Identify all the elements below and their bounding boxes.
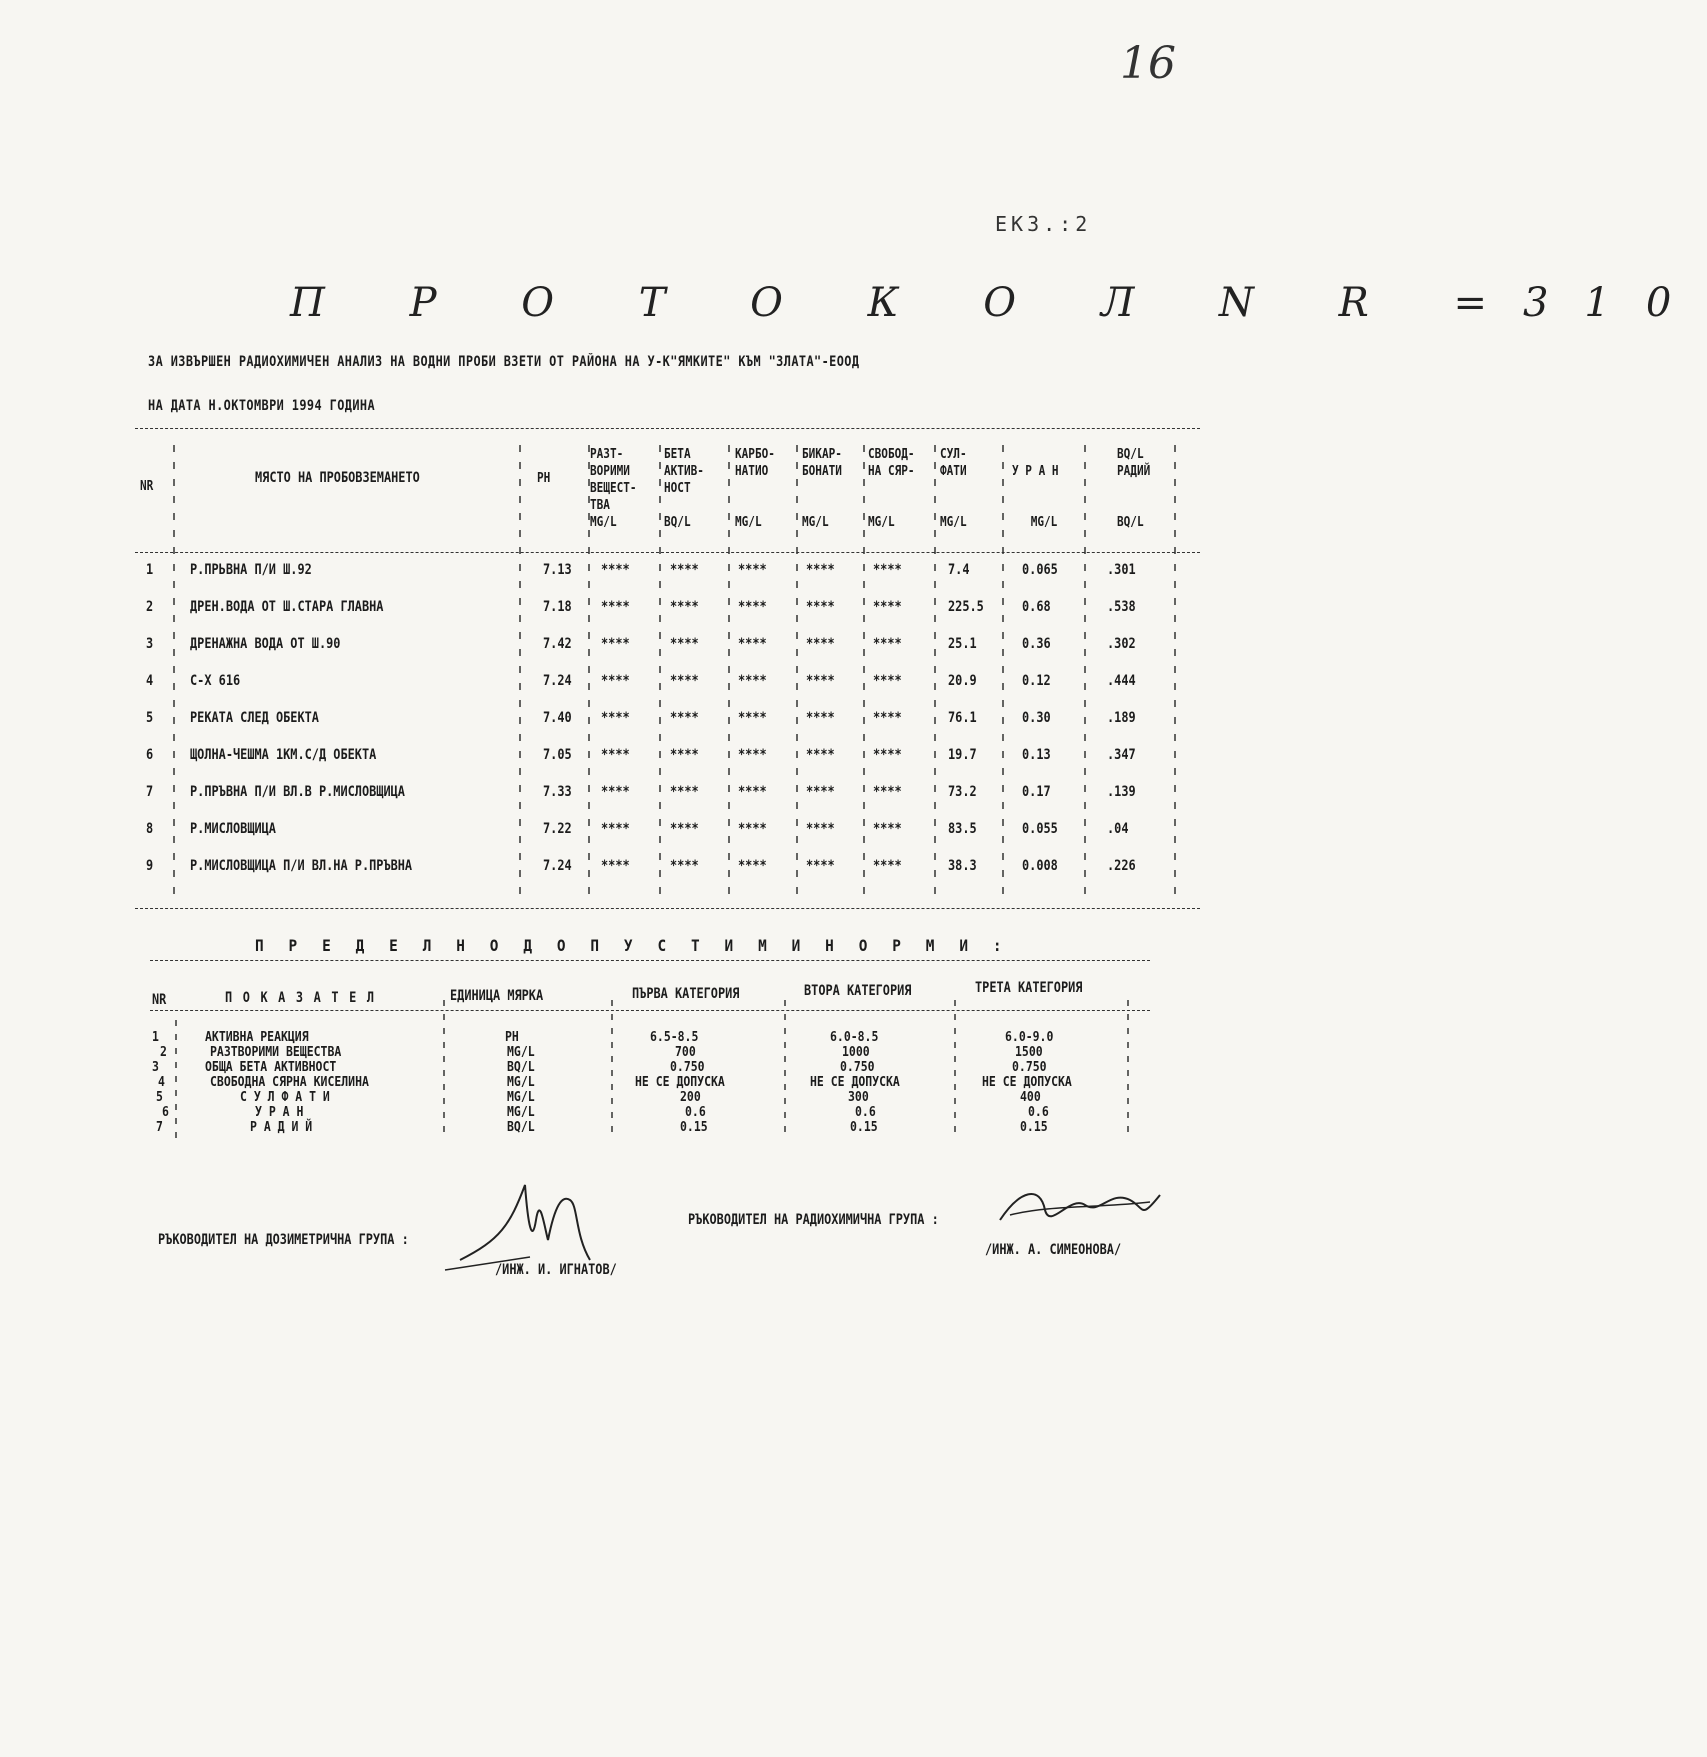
- protocol-title: П Р О Т О К О Л N R =310: [290, 280, 1707, 326]
- cell-bicarbonates: ****: [806, 784, 835, 800]
- norms-cell-cat1: 700: [675, 1044, 696, 1060]
- cell-ph: 7.18: [543, 599, 572, 615]
- cell-dissolved: ****: [601, 673, 630, 689]
- left-signature-scribble: [440, 1165, 640, 1275]
- cell-carbonates: ****: [738, 710, 767, 726]
- cell-beta: ****: [670, 747, 699, 763]
- norms-cell-unit: BQ/L: [507, 1119, 535, 1135]
- norms-cell-cat3: 1500: [1015, 1044, 1043, 1060]
- header-ph: PH: [537, 471, 551, 486]
- header-beta: БЕТА АКТИВ- НОСТ BQ/L: [664, 447, 704, 530]
- norms-cell-indicator: У Р А Н: [255, 1104, 304, 1120]
- copy-number: ЕКЗ.:2: [995, 212, 1092, 236]
- cell-uranium: 0.008: [1022, 858, 1058, 874]
- norms-cell-unit: MG/L: [507, 1044, 535, 1060]
- left-signatory-label: РЪКОВОДИТЕЛ НА ДОЗИМЕТРИЧНА ГРУПА :: [158, 1232, 409, 1248]
- cell-beta: ****: [670, 858, 699, 874]
- norms-header-cat3: ТРЕТА КАТЕГОРИЯ: [975, 980, 1083, 996]
- cell-radium: .538: [1107, 599, 1136, 615]
- cell-place: ЩОЛНА-ЧЕШМА 1КМ.С/Д ОБЕКТА: [190, 747, 377, 763]
- cell-ph: 7.05: [543, 747, 572, 763]
- cell-free-acid: ****: [873, 562, 902, 578]
- norms-cell-indicator: АКТИВНА РЕАКЦИЯ: [205, 1029, 309, 1045]
- cell-nr: 1: [146, 562, 154, 578]
- norms-cell-unit: BQ/L: [507, 1059, 535, 1075]
- cell-radium: .444: [1107, 673, 1136, 689]
- norms-cell-cat2: 300: [848, 1089, 869, 1105]
- header-place: МЯСТО НА ПРОБОВЗЕМАНЕТО: [255, 470, 420, 486]
- norms-cell-cat1: 0.750: [670, 1059, 705, 1075]
- norms-cell-unit: MG/L: [507, 1089, 535, 1105]
- cell-beta: ****: [670, 784, 699, 800]
- cell-radium: .139: [1107, 784, 1136, 800]
- cell-place: Р.МИСЛОВЩИЦА: [190, 821, 276, 837]
- cell-beta: ****: [670, 710, 699, 726]
- cell-nr: 2: [146, 599, 154, 615]
- right-signatory-name: /ИНЖ. А. СИМЕОНОВА/: [985, 1242, 1122, 1258]
- cell-sulfates: 225.5: [948, 599, 984, 615]
- cell-beta: ****: [670, 673, 699, 689]
- norms-cell-indicator: Р А Д И Й: [250, 1119, 313, 1135]
- cell-dissolved: ****: [601, 747, 630, 763]
- norms-cell-indicator: ОБЩА БЕТА АКТИВНОСТ: [205, 1059, 337, 1075]
- cell-nr: 5: [146, 710, 154, 726]
- cell-nr: 7: [146, 784, 154, 800]
- norms-cell-cat2: 0.750: [840, 1059, 875, 1075]
- cell-bicarbonates: ****: [806, 858, 835, 874]
- cell-sulfates: 20.9: [948, 673, 977, 689]
- norms-cell-cat1: 0.15: [680, 1119, 708, 1135]
- cell-beta: ****: [670, 636, 699, 652]
- cell-bicarbonates: ****: [806, 710, 835, 726]
- header-sulfates: СУЛ- ФАТИ MG/L: [940, 447, 967, 530]
- norms-cell-nr: 1: [152, 1029, 159, 1045]
- cell-radium: .189: [1107, 710, 1136, 726]
- cell-free-acid: ****: [873, 747, 902, 763]
- cell-ph: 7.13: [543, 562, 572, 578]
- norms-column-separators: [0, 0, 1240, 1160]
- cell-sulfates: 25.1: [948, 636, 977, 652]
- cell-sulfates: 73.2: [948, 784, 977, 800]
- cell-dissolved: ****: [601, 599, 630, 615]
- norms-cell-unit: PH: [505, 1029, 519, 1045]
- norms-cell-cat3: 0.750: [1012, 1059, 1047, 1075]
- cell-free-acid: ****: [873, 858, 902, 874]
- cell-nr: 3: [146, 636, 154, 652]
- subtitle-analysis: ЗА ИЗВЪРШЕН РАДИОХИМИЧЕН АНАЛИЗ НА ВОДНИ ПРОБИ ВЗЕТИ ОТ РАЙОНА НА У-К"ЯМКИТЕ" КЪМ "ЗЛАТА"-ЕООД: [148, 354, 860, 370]
- header-nr: NR: [140, 479, 154, 494]
- norms-cell-cat3: НЕ СЕ ДОПУСКА: [982, 1074, 1072, 1090]
- cell-beta: ****: [670, 599, 699, 615]
- norms-cell-unit: MG/L: [507, 1104, 535, 1120]
- norms-cell-nr: 7: [156, 1119, 163, 1135]
- cell-bicarbonates: ****: [806, 821, 835, 837]
- header-carbonates: КАРБО- НАТИО MG/L: [735, 447, 775, 530]
- norms-cell-cat1: 0.6: [685, 1104, 706, 1120]
- right-signatory-label: РЪКОВОДИТЕЛ НА РАДИОХИМИЧНА ГРУПА :: [688, 1212, 939, 1228]
- norms-header-indicator: П О К А З А Т Е Л: [225, 990, 376, 1006]
- norms-cell-indicator: РАЗТВОРИМИ ВЕЩЕСТВА: [210, 1044, 342, 1060]
- cell-ph: 7.22: [543, 821, 572, 837]
- cell-free-acid: ****: [873, 821, 902, 837]
- cell-place: Р.МИСЛОВЩИЦА П/И ВЛ.НА Р.ПРЪВНА: [190, 858, 413, 874]
- cell-dissolved: ****: [601, 821, 630, 837]
- cell-ph: 7.42: [543, 636, 572, 652]
- cell-beta: ****: [670, 821, 699, 837]
- cell-nr: 4: [146, 673, 154, 689]
- norms-header-cat1: ПЪРВА КАТЕГОРИЯ: [632, 986, 740, 1002]
- norms-cell-nr: 5: [156, 1089, 163, 1105]
- norms-header-cat2: ВТОРА КАТЕГОРИЯ: [804, 983, 912, 999]
- cell-free-acid: ****: [873, 784, 902, 800]
- cell-carbonates: ****: [738, 747, 767, 763]
- norms-cell-cat3: 6.0-9.0: [1005, 1029, 1054, 1045]
- norms-title: П Р Е Д Е Л Н О Д О П У С Т И М И Н О Р М И :: [255, 936, 1010, 955]
- cell-carbonates: ****: [738, 858, 767, 874]
- norms-cell-cat2: 0.6: [855, 1104, 876, 1120]
- header-radium: BQ/L РАДИЙ BQ/L: [1117, 447, 1151, 530]
- norms-cell-unit: MG/L: [507, 1074, 535, 1090]
- cell-ph: 7.24: [543, 858, 572, 874]
- cell-dissolved: ****: [601, 636, 630, 652]
- cell-sulfates: 38.3: [948, 858, 977, 874]
- page-number: 16: [1120, 38, 1176, 89]
- norms-cell-cat2: 6.0-8.5: [830, 1029, 879, 1045]
- header-uranium: У Р А Н MG/L: [1012, 464, 1059, 530]
- cell-dissolved: ****: [601, 710, 630, 726]
- norms-cell-cat2: 1000: [842, 1044, 870, 1060]
- header-bicarbonates: БИКАР- БОНАТИ MG/L: [802, 447, 842, 530]
- cell-ph: 7.40: [543, 710, 572, 726]
- cell-sulfates: 76.1: [948, 710, 977, 726]
- cell-sulfates: 7.4: [948, 562, 970, 578]
- cell-sulfates: 19.7: [948, 747, 977, 763]
- cell-free-acid: ****: [873, 636, 902, 652]
- cell-place: ДРЕНАЖНА ВОДА ОТ Ш.90: [190, 636, 341, 652]
- cell-place: ДРЕН.ВОДА ОТ Ш.СТАРА ГЛАВНА: [190, 599, 384, 615]
- cell-radium: .04: [1107, 821, 1129, 837]
- right-signature-scribble: [990, 1180, 1170, 1240]
- norms-cell-nr: 4: [158, 1074, 165, 1090]
- norms-cell-cat2: 0.15: [850, 1119, 878, 1135]
- cell-place: РЕКАТА СЛЕД ОБЕКТА: [190, 710, 319, 726]
- cell-uranium: 0.13: [1022, 747, 1051, 763]
- cell-ph: 7.24: [543, 673, 572, 689]
- cell-carbonates: ****: [738, 784, 767, 800]
- cell-carbonates: ****: [738, 599, 767, 615]
- header-free-acid: СВОБОД- НА СЯР- MG/L: [868, 447, 915, 530]
- cell-bicarbonates: ****: [806, 562, 835, 578]
- cell-free-acid: ****: [873, 673, 902, 689]
- cell-nr: 9: [146, 858, 154, 874]
- cell-nr: 8: [146, 821, 154, 837]
- cell-bicarbonates: ****: [806, 599, 835, 615]
- cell-bicarbonates: ****: [806, 747, 835, 763]
- norms-cell-indicator: С У Л Ф А Т И: [240, 1089, 330, 1105]
- cell-dissolved: ****: [601, 784, 630, 800]
- cell-uranium: 0.68: [1022, 599, 1051, 615]
- cell-uranium: 0.12: [1022, 673, 1051, 689]
- cell-uranium: 0.30: [1022, 710, 1051, 726]
- cell-uranium: 0.055: [1022, 821, 1058, 837]
- cell-carbonates: ****: [738, 821, 767, 837]
- cell-nr: 6: [146, 747, 154, 763]
- subtitle-date: НА ДАТА Н.ОКТОМВРИ 1994 ГОДИНА: [148, 398, 376, 414]
- cell-uranium: 0.17: [1022, 784, 1051, 800]
- cell-place: С-Х 616: [190, 673, 241, 689]
- header-dissolved: РАЗТ- ВОРИМИ ВЕЩЕСТ- ТВА MG/L: [590, 447, 637, 530]
- cell-ph: 7.33: [543, 784, 572, 800]
- norms-header-unit: ЕДИНИЦА МЯРКА: [450, 988, 544, 1004]
- cell-uranium: 0.065: [1022, 562, 1058, 578]
- cell-dissolved: ****: [601, 858, 630, 874]
- cell-uranium: 0.36: [1022, 636, 1051, 652]
- cell-carbonates: ****: [738, 636, 767, 652]
- cell-radium: .302: [1107, 636, 1136, 652]
- norms-cell-cat1: 6.5-8.5: [650, 1029, 699, 1045]
- cell-free-acid: ****: [873, 710, 902, 726]
- norms-cell-cat1: НЕ СЕ ДОПУСКА: [635, 1074, 725, 1090]
- norms-cell-cat3: 400: [1020, 1089, 1041, 1105]
- cell-radium: .226: [1107, 858, 1136, 874]
- cell-bicarbonates: ****: [806, 636, 835, 652]
- norms-cell-nr: 3: [152, 1059, 159, 1075]
- cell-free-acid: ****: [873, 599, 902, 615]
- cell-carbonates: ****: [738, 562, 767, 578]
- norms-cell-cat1: 200: [680, 1089, 701, 1105]
- cell-dissolved: ****: [601, 562, 630, 578]
- cell-radium: .347: [1107, 747, 1136, 763]
- norms-cell-nr: 2: [160, 1044, 167, 1060]
- norms-cell-nr: 6: [162, 1104, 169, 1120]
- cell-beta: ****: [670, 562, 699, 578]
- cell-radium: .301: [1107, 562, 1136, 578]
- norms-cell-cat3: 0.15: [1020, 1119, 1048, 1135]
- norms-cell-cat2: НЕ СЕ ДОПУСКА: [810, 1074, 900, 1090]
- cell-place: Р.ПРЪВНА П/И ВЛ.В Р.МИСЛОВЩИЦА: [190, 784, 405, 800]
- left-signatory-name: /ИНЖ. И. ИГНАТОВ/: [495, 1262, 617, 1278]
- cell-place: Р.ПРЬВНА П/И Ш.92: [190, 562, 312, 578]
- cell-bicarbonates: ****: [806, 673, 835, 689]
- norms-header-nr: NR: [152, 992, 167, 1008]
- cell-sulfates: 83.5: [948, 821, 977, 837]
- norms-cell-indicator: СВОБОДНА СЯРНА КИСЕЛИНА: [210, 1074, 369, 1090]
- cell-carbonates: ****: [738, 673, 767, 689]
- norms-cell-cat3: 0.6: [1028, 1104, 1049, 1120]
